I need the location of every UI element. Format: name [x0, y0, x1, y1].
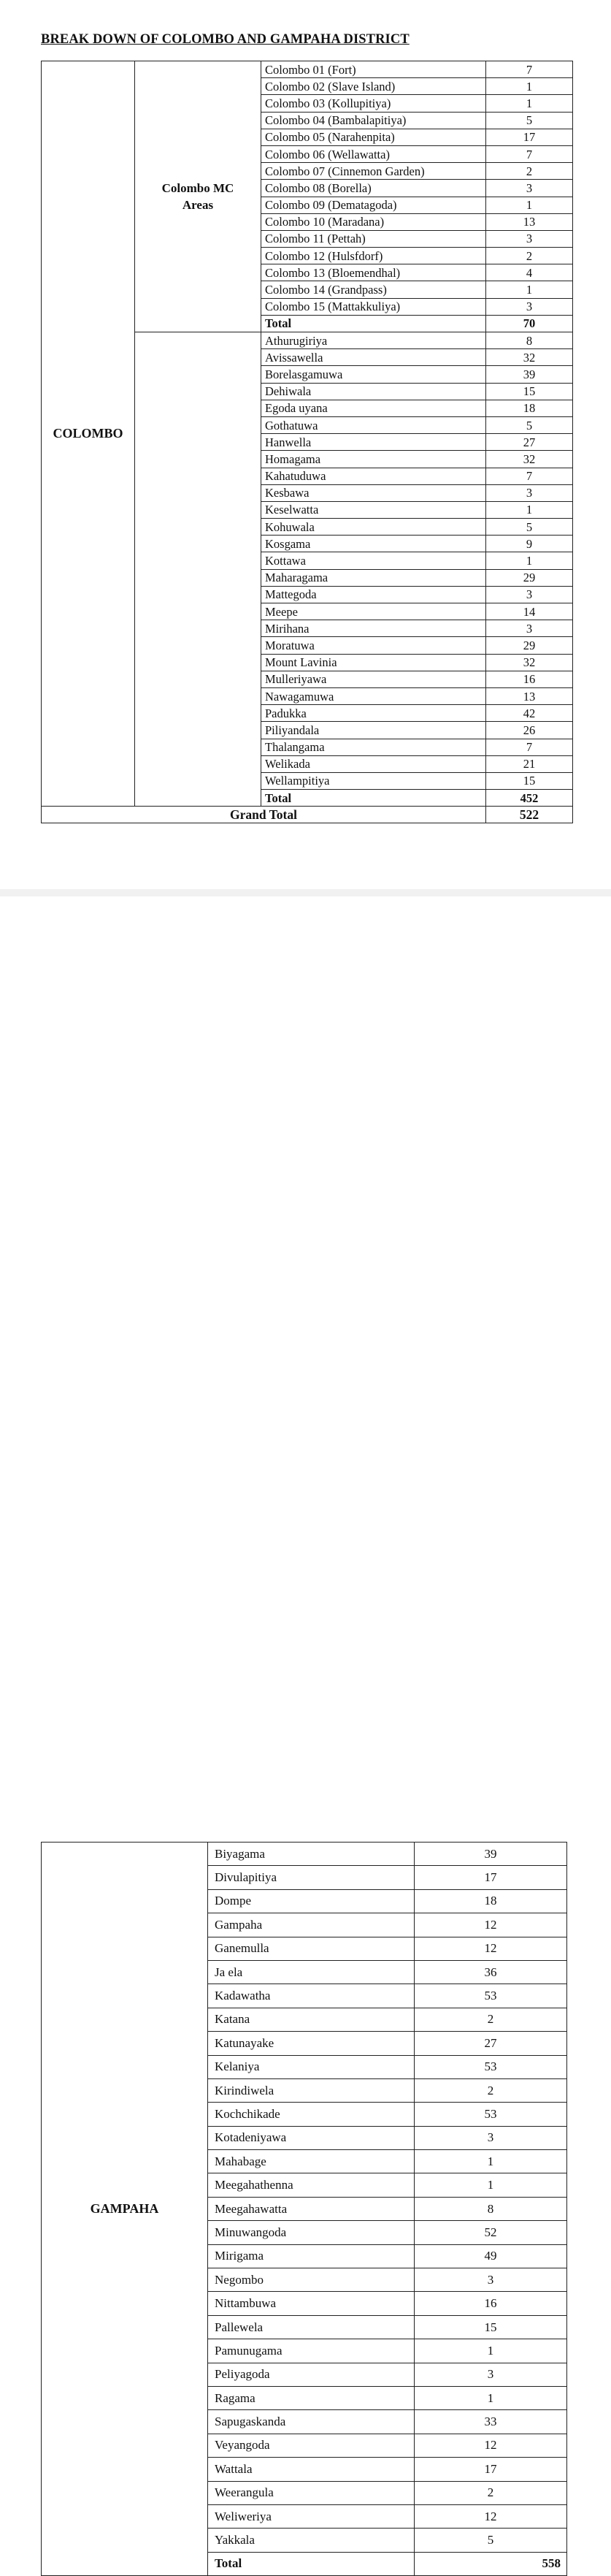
area-name: Meegahathenna: [208, 2173, 415, 2197]
area-name: Wattala: [208, 2458, 415, 2481]
area-name: Kelaniya: [208, 2055, 415, 2078]
area-count: 2: [415, 2078, 567, 2102]
area-count: 3: [415, 2268, 567, 2292]
grand-total-value: 522: [486, 807, 573, 823]
area-count: 33: [415, 2410, 567, 2434]
district-name: GAMPAHA: [42, 1843, 208, 2576]
area-name: Avissawella: [261, 349, 486, 366]
area-count: 13: [486, 213, 573, 230]
area-count: 29: [486, 569, 573, 586]
area-count: 3: [486, 180, 573, 197]
area-count: 5: [486, 416, 573, 433]
area-name: Kesbawa: [261, 484, 486, 501]
area-count: 12: [415, 2504, 567, 2528]
subarea-blank: [135, 332, 261, 807]
area-count: 9: [486, 536, 573, 552]
area-count: 1: [486, 552, 573, 569]
area-count: 7: [486, 145, 573, 162]
area-count: 3: [486, 484, 573, 501]
area-name: Kahatuduwa: [261, 468, 486, 484]
area-name: Dompe: [208, 1889, 415, 1913]
area-name: Colombo 09 (Dematagoda): [261, 197, 486, 213]
area-count: 2: [415, 2481, 567, 2504]
area-count: 1: [415, 2173, 567, 2197]
area-name: Sapugaskanda: [208, 2410, 415, 2434]
area-name: Peliyagoda: [208, 2363, 415, 2386]
area-count: 17: [486, 129, 573, 145]
area-name: Colombo 12 (Hulsfdorf): [261, 248, 486, 264]
area-count: 3: [486, 586, 573, 603]
area-name: Pamunugama: [208, 2339, 415, 2363]
total-value: 558: [415, 2552, 567, 2575]
area-count: 16: [415, 2292, 567, 2315]
area-name: Ragama: [208, 2386, 415, 2409]
area-count: 15: [486, 772, 573, 789]
area-count: 1: [415, 2386, 567, 2409]
area-count: 27: [415, 2032, 567, 2055]
area-name: Mirihana: [261, 620, 486, 637]
area-name: Hanwella: [261, 434, 486, 451]
area-count: 32: [486, 654, 573, 671]
page-1: [0, 0, 611, 889]
area-name: Colombo 08 (Borella): [261, 180, 486, 197]
area-name: Negombo: [208, 2268, 415, 2292]
area-name: Piliyandala: [261, 722, 486, 739]
area-name: Mulleriyawa: [261, 671, 486, 687]
area-count: 5: [486, 519, 573, 536]
total-label: Total: [261, 790, 486, 807]
area-count: 8: [486, 332, 573, 349]
area-name: Kochchikade: [208, 2103, 415, 2126]
area-name: Kadawatha: [208, 1984, 415, 2008]
area-name: Mount Lavinia: [261, 654, 486, 671]
area-count: 8: [415, 2197, 567, 2220]
area-name: Meepe: [261, 603, 486, 620]
area-name: Mahabage: [208, 2150, 415, 2173]
area-name: Colombo 02 (Slave Island): [261, 78, 486, 95]
area-name: Thalangama: [261, 739, 486, 755]
area-name: Maharagama: [261, 569, 486, 586]
grand-total-row: [42, 807, 573, 823]
area-name: Mirigama: [208, 2244, 415, 2268]
area-count: 2: [486, 163, 573, 180]
area-count: 27: [486, 434, 573, 451]
area-count: 17: [415, 2458, 567, 2481]
area-count: 12: [415, 1913, 567, 1937]
area-name: Egoda uyana: [261, 400, 486, 416]
page-2: [0, 896, 611, 2571]
area-count: 2: [486, 248, 573, 264]
area-name: Padukka: [261, 705, 486, 722]
area-count: 5: [486, 112, 573, 129]
area-name: Gampaha: [208, 1913, 415, 1937]
grand-total-label: Grand Total: [42, 807, 486, 823]
area-name: Colombo 04 (Bambalapitiya): [261, 112, 486, 129]
area-name: Keselwatta: [261, 501, 486, 518]
area-name: Colombo 06 (Wellawatta): [261, 145, 486, 162]
district-name: COLOMBO: [42, 61, 135, 807]
area-count: 21: [486, 755, 573, 772]
total-value: 452: [486, 790, 573, 807]
area-name: Homagama: [261, 451, 486, 468]
area-count: 17: [415, 1866, 567, 1889]
colombo-table: [41, 61, 573, 823]
area-count: 3: [486, 230, 573, 247]
area-name: Welikada: [261, 755, 486, 772]
area-count: 18: [415, 1889, 567, 1913]
area-name: Yakkala: [208, 2529, 415, 2552]
area-name: Mattegoda: [261, 586, 486, 603]
area-name: Meegahawatta: [208, 2197, 415, 2220]
area-name: Biyagama: [208, 1843, 415, 1866]
area-count: 15: [486, 383, 573, 400]
table-row: [42, 1843, 567, 1866]
total-label: Total: [261, 315, 486, 332]
area-name: Colombo 14 (Grandpass): [261, 281, 486, 298]
area-count: 53: [415, 2055, 567, 2078]
area-name: Borelasgamuwa: [261, 366, 486, 383]
area-name: Kottawa: [261, 552, 486, 569]
area-count: 39: [486, 366, 573, 383]
area-count: 39: [415, 1843, 567, 1866]
area-name: Moratuwa: [261, 637, 486, 654]
area-count: 3: [486, 620, 573, 637]
area-count: 15: [415, 2315, 567, 2339]
area-name: Colombo 13 (Bloemendhal): [261, 264, 486, 281]
area-count: 7: [486, 739, 573, 755]
area-name: Colombo 10 (Maradana): [261, 213, 486, 230]
area-name: Colombo 03 (Kollupitiya): [261, 95, 486, 112]
area-name: Nawagamuwa: [261, 687, 486, 704]
area-name: Ja ela: [208, 1960, 415, 1984]
area-name: Weerangula: [208, 2481, 415, 2504]
area-name: Kosgama: [261, 536, 486, 552]
area-count: 7: [486, 468, 573, 484]
area-name: Wellampitiya: [261, 772, 486, 789]
area-count: 3: [415, 2363, 567, 2386]
area-name: Veyangoda: [208, 2434, 415, 2457]
area-count: 1: [486, 78, 573, 95]
area-count: 7: [486, 61, 573, 78]
area-name: Kotadeniyawa: [208, 2126, 415, 2149]
table-row: [42, 61, 573, 78]
area-name: Dehiwala: [261, 383, 486, 400]
area-count: 1: [415, 2339, 567, 2363]
total-label: Total: [208, 2552, 415, 2575]
area-name: Weliweriya: [208, 2504, 415, 2528]
area-count: 36: [415, 1960, 567, 1984]
area-count: 1: [486, 95, 573, 112]
area-count: 32: [486, 451, 573, 468]
document-title: BREAK DOWN OF COLOMBO AND GAMPAHA DISTRICT: [41, 32, 410, 47]
area-count: 32: [486, 349, 573, 366]
page-separator: [0, 889, 611, 896]
area-name: Colombo 15 (Mattakkuliya): [261, 298, 486, 315]
area-name: Nittambuwa: [208, 2292, 415, 2315]
area-count: 49: [415, 2244, 567, 2268]
area-count: 2: [415, 2008, 567, 2031]
area-name: Colombo 07 (Cinnemon Garden): [261, 163, 486, 180]
area-count: 1: [415, 2150, 567, 2173]
area-name: Minuwangoda: [208, 2221, 415, 2244]
area-count: 12: [415, 2434, 567, 2457]
area-count: 14: [486, 603, 573, 620]
area-count: 53: [415, 2103, 567, 2126]
area-name: Katana: [208, 2008, 415, 2031]
gampaha-table: [41, 1842, 567, 2576]
area-name: Athurugiriya: [261, 332, 486, 349]
area-count: 18: [486, 400, 573, 416]
area-count: 1: [486, 281, 573, 298]
area-count: 4: [486, 264, 573, 281]
area-count: 53: [415, 1984, 567, 2008]
area-count: 29: [486, 637, 573, 654]
area-name: Divulapitiya: [208, 1866, 415, 1889]
area-name: Gothatuwa: [261, 416, 486, 433]
area-count: 26: [486, 722, 573, 739]
area-count: 3: [415, 2126, 567, 2149]
area-name: Colombo 01 (Fort): [261, 61, 486, 78]
area-count: 52: [415, 2221, 567, 2244]
area-name: Kohuwala: [261, 519, 486, 536]
area-count: 1: [486, 197, 573, 213]
area-count: 5: [415, 2529, 567, 2552]
subarea-label: Colombo MC Areas: [135, 61, 261, 332]
area-name: Kirindiwela: [208, 2078, 415, 2102]
area-name: Colombo 11 (Pettah): [261, 230, 486, 247]
area-count: 16: [486, 671, 573, 687]
area-count: 1: [486, 501, 573, 518]
area-name: Colombo 05 (Narahenpita): [261, 129, 486, 145]
total-value: 70: [486, 315, 573, 332]
area-count: 13: [486, 687, 573, 704]
area-name: Ganemulla: [208, 1937, 415, 1960]
area-count: 3: [486, 298, 573, 315]
area-name: Katunayake: [208, 2032, 415, 2055]
area-name: Pallewela: [208, 2315, 415, 2339]
area-count: 42: [486, 705, 573, 722]
area-count: 12: [415, 1937, 567, 1960]
